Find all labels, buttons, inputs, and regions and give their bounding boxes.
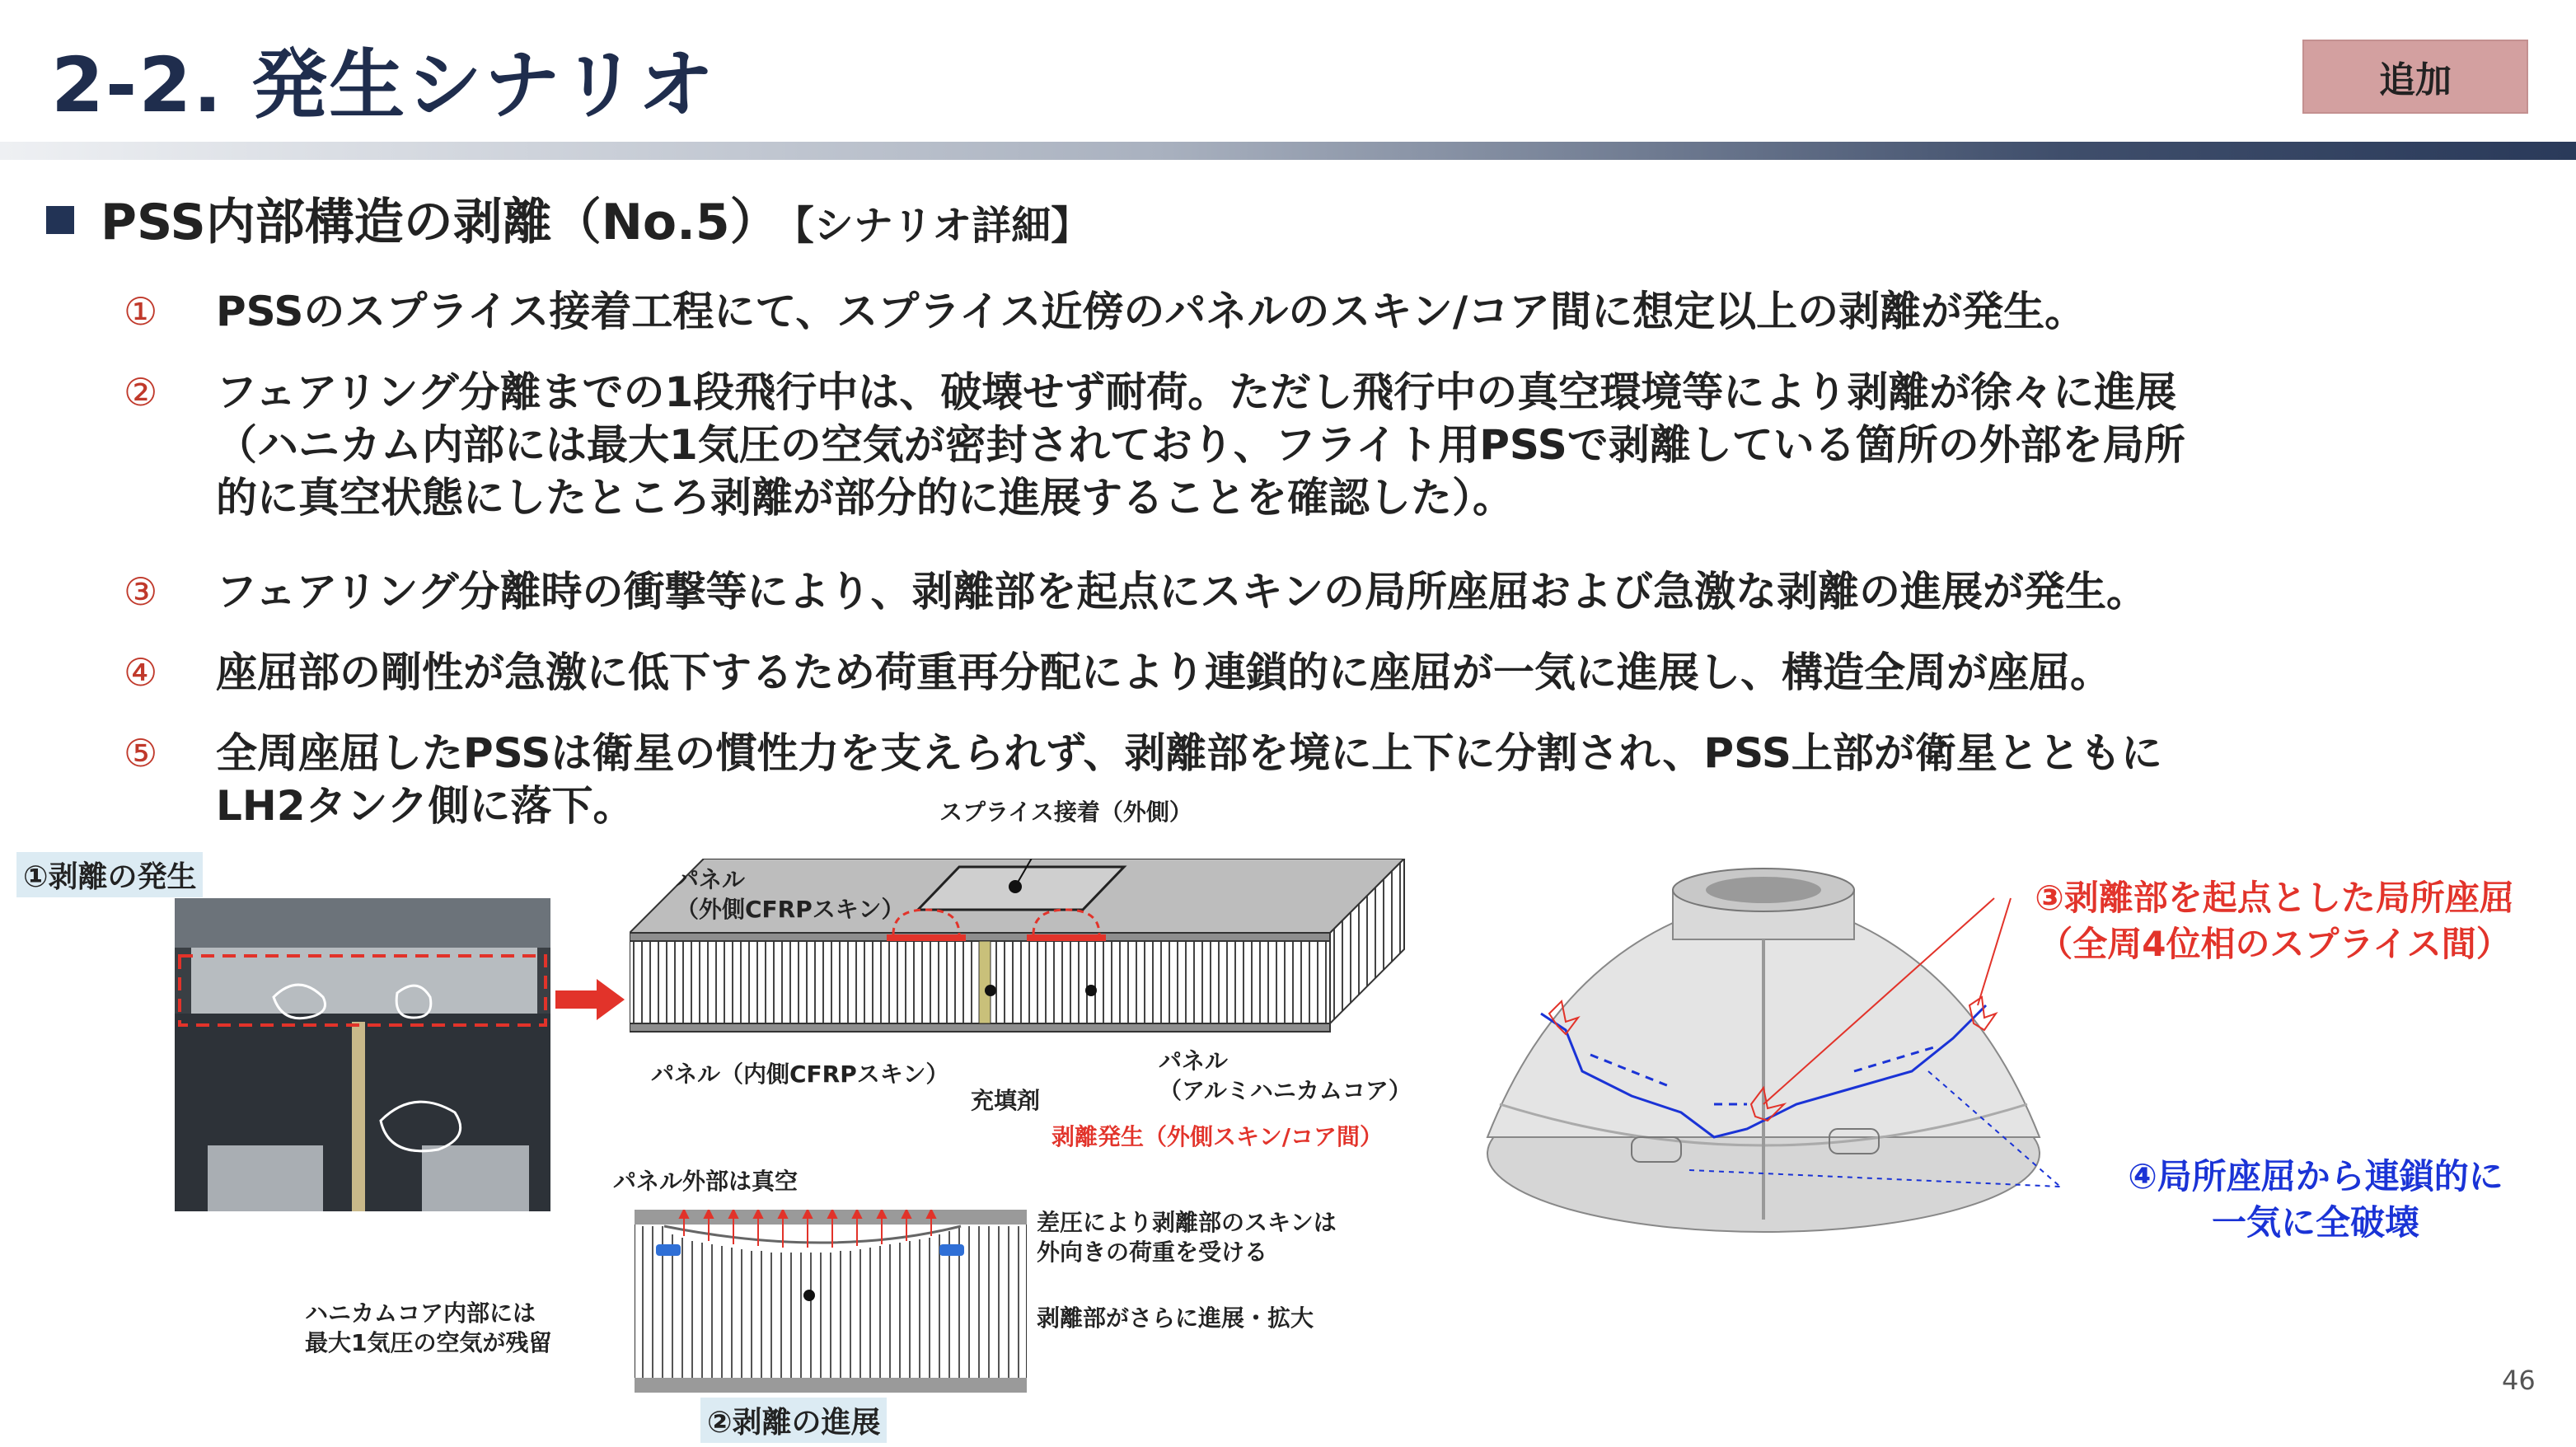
label-panel-outer: パネル （外側CFRPスキン） xyxy=(676,866,905,923)
right-arrow-icon xyxy=(555,979,625,1020)
label-core: パネル （アルミハニカムコア） xyxy=(1159,1047,1412,1104)
item-number: ④ xyxy=(124,650,158,695)
label-panel-inner: パネル（内側CFRPスキン） xyxy=(651,1061,949,1088)
section-heading xyxy=(46,183,1090,254)
pss-cone-diagram xyxy=(1467,857,2060,1236)
header-divider xyxy=(0,142,2576,160)
figure1-caption: ①剥離の発生 xyxy=(16,852,203,897)
cross-section-diagram xyxy=(635,1210,1027,1393)
figure2-caption: ②剥離の進展 xyxy=(700,1398,887,1443)
item-text: フェアリング分離までの1段飛行中は、破壊せず耐荷。ただし飛行中の真空環境等により剥離が徐々に進展 （ハニカム内部には最大1気圧の空気が密封されており、フライト用PSSで剥離している箇所の外部を局所 的に真空状態にしたところ剥離が部分的に進展することを確認した）。 xyxy=(216,368,2185,522)
label-progress: 剥離部がさらに進展・拡大 xyxy=(1037,1304,1314,1332)
bullet-square-icon xyxy=(46,206,74,234)
label-filler: 充填剤 xyxy=(971,1087,1041,1114)
status-badge: 追加 xyxy=(2302,40,2528,114)
item-text: 全周座屈したPSSは衛星の慣性力を支えられず、剥離部を境に上下に分割され、PSS上部が衛星とともに LH2タンク側に落下。 xyxy=(216,729,2162,830)
delamination-photo xyxy=(175,898,550,1211)
item-number: ⑤ xyxy=(124,731,158,775)
page-number: 46 xyxy=(2502,1365,2536,1396)
label-trapped-air: ハニカムコア内部には 最大1気圧の空気が残留 xyxy=(305,1299,552,1356)
item-text: フェアリング分離時の衝撃等により、剥離部を起点にスキンの局所座屈および急激な剥離の進展が発生。 xyxy=(216,568,2147,616)
label-chain-failure: ④局所座屈から連鎖的に 一気に全破壊 xyxy=(2128,1156,2503,1243)
item-text: PSSのスプライス接着工程にて、スプライス近傍のパネルのスキン/コア間に想定以上の剥離が発生。 xyxy=(216,288,2087,335)
item-number: ② xyxy=(124,370,158,414)
section-subtitle: 【シナリオ詳細】 xyxy=(794,203,1091,249)
item-number: ① xyxy=(124,289,158,334)
item-text: 座屈部の剛性が急激に低下するため荷重再分配により連鎖的に座屈が一気に進展し、構造全周が座屈。 xyxy=(216,649,2111,696)
label-delamination: 剥離発生（外側スキン/コア間） xyxy=(1051,1123,1383,1150)
section-title: PSS内部構造の剥離（No.5） xyxy=(101,194,780,251)
page-title: 2-2. 発生シナリオ xyxy=(51,41,716,129)
label-vacuum: パネル外部は真空 xyxy=(613,1168,799,1195)
label-splice: スプライス接着（外側） xyxy=(939,798,1192,826)
label-pressure: 差圧により剥離部のスキンは 外向きの荷重を受ける xyxy=(1037,1209,1337,1266)
label-local-buckling: ③剥離部を起点とした局所座屈 （全周4位相のスプライス間） xyxy=(2035,878,2514,964)
item-number: ③ xyxy=(124,569,158,614)
